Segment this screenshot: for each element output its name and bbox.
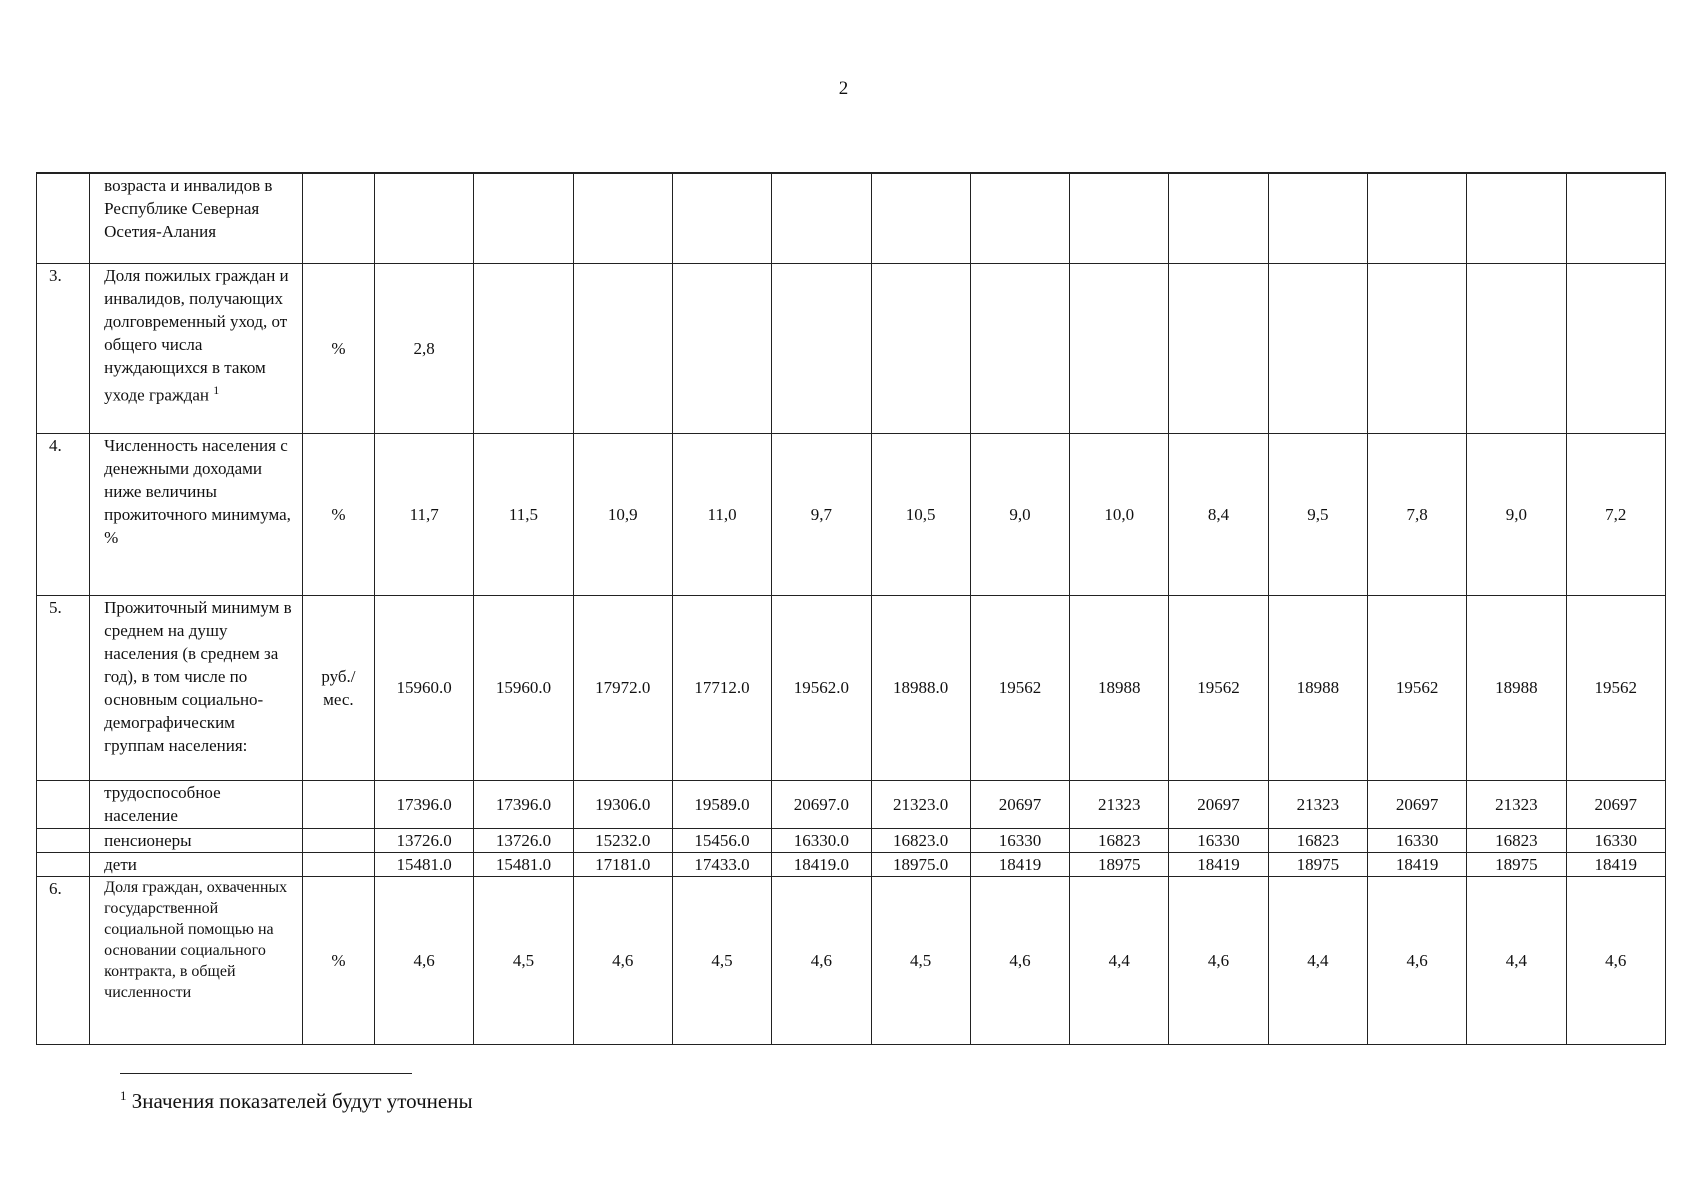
- value-cell: 4,6: [573, 876, 672, 1044]
- table-row: [37, 433, 1666, 595]
- value-cell: 7,8: [1367, 433, 1466, 595]
- unit-cell: [302, 828, 374, 852]
- value-cell: 16330: [1169, 828, 1268, 852]
- value-cell: 10,5: [871, 433, 970, 595]
- value-cell: [1566, 263, 1665, 433]
- value-cell: [1169, 173, 1268, 263]
- value-cell: 21323.0: [871, 780, 970, 828]
- value-cell: 20697: [970, 780, 1069, 828]
- value-cell: 16823.0: [871, 828, 970, 852]
- value-cell: [1070, 173, 1169, 263]
- row-number: 3.: [37, 263, 90, 433]
- value-cell: [1566, 173, 1665, 263]
- value-cell: [1367, 263, 1466, 433]
- unit-cell: [302, 852, 374, 876]
- value-cell: 18975: [1070, 852, 1169, 876]
- value-cell: 9,0: [970, 433, 1069, 595]
- page-number: 2: [838, 78, 849, 99]
- value-cell: 17972.0: [573, 595, 672, 780]
- value-cell: 18419: [1367, 852, 1466, 876]
- value-cell: [1367, 173, 1466, 263]
- unit-cell: %: [302, 263, 374, 433]
- table-row: [37, 828, 1666, 852]
- value-cell: [871, 263, 970, 433]
- value-cell: 18419.0: [772, 852, 871, 876]
- value-cell: 19562.0: [772, 595, 871, 780]
- value-cell: 9,7: [772, 433, 871, 595]
- value-cell: 4,4: [1467, 876, 1566, 1044]
- value-cell: [672, 263, 771, 433]
- footnote-ref: 1: [213, 382, 220, 397]
- indicator-name: [90, 780, 303, 828]
- value-cell: 15481.0: [474, 852, 573, 876]
- value-cell: 19306.0: [573, 780, 672, 828]
- value-cell: 16823: [1268, 828, 1367, 852]
- value-cell: 17396.0: [375, 780, 474, 828]
- value-cell: 13726.0: [375, 828, 474, 852]
- value-cell: 18419: [1169, 852, 1268, 876]
- row-number: [37, 780, 90, 828]
- value-cell: [672, 173, 771, 263]
- value-cell: 11,7: [375, 433, 474, 595]
- value-cell: 18975: [1268, 852, 1367, 876]
- indicators-table-body: [37, 173, 1666, 1044]
- footnote: [120, 1088, 473, 1114]
- value-cell: [1070, 263, 1169, 433]
- value-cell: 21323: [1467, 780, 1566, 828]
- value-cell: 18975.0: [871, 852, 970, 876]
- value-cell: 4,6: [375, 876, 474, 1044]
- value-cell: 15960.0: [474, 595, 573, 780]
- value-cell: 4,6: [1169, 876, 1268, 1044]
- indicator-name: [90, 433, 303, 595]
- value-cell: 16823: [1467, 828, 1566, 852]
- value-cell: [871, 173, 970, 263]
- value-cell: 11,5: [474, 433, 573, 595]
- value-cell: 9,0: [1467, 433, 1566, 595]
- value-cell: [573, 263, 672, 433]
- indicator-name: [90, 263, 303, 433]
- value-cell: 4,4: [1268, 876, 1367, 1044]
- table-row: [37, 780, 1666, 828]
- row-number: [37, 852, 90, 876]
- unit-cell: %: [302, 876, 374, 1044]
- value-cell: 19562: [1367, 595, 1466, 780]
- value-cell: 2,8: [375, 263, 474, 433]
- value-cell: 9,5: [1268, 433, 1367, 595]
- unit-cell: %: [302, 433, 374, 595]
- row-number: 6.: [37, 876, 90, 1044]
- value-cell: 20697: [1367, 780, 1466, 828]
- value-cell: 4,5: [474, 876, 573, 1044]
- indicator-name: [90, 852, 303, 876]
- indicator-name-text: возраста и инвалидов в Республике Северная Осетия-Алания: [104, 176, 273, 241]
- value-cell: 18988: [1070, 595, 1169, 780]
- value-cell: [1268, 173, 1367, 263]
- value-cell: 20697: [1566, 780, 1665, 828]
- value-cell: 4,5: [672, 876, 771, 1044]
- value-cell: [772, 173, 871, 263]
- value-cell: 4,6: [772, 876, 871, 1044]
- indicator-name-text: Численность населения с денежными доходами ниже величины прожиточного минимума, %: [104, 435, 291, 547]
- value-cell: 20697: [1169, 780, 1268, 828]
- value-cell: 4,6: [1367, 876, 1466, 1044]
- value-cell: 16330: [1367, 828, 1466, 852]
- indicators-table: [36, 172, 1666, 1045]
- indicator-name-text: Доля граждан, охваченных государственной социальной помощью на основании социального контракта, в общей численности: [104, 878, 288, 1001]
- row-number: 5.: [37, 595, 90, 780]
- value-cell: [772, 263, 871, 433]
- value-cell: 8,4: [1169, 433, 1268, 595]
- value-cell: [970, 263, 1069, 433]
- indicator-name-text: трудоспособное население: [104, 783, 221, 825]
- value-cell: 17712.0: [672, 595, 771, 780]
- value-cell: 16330: [970, 828, 1069, 852]
- row-number: 4.: [37, 433, 90, 595]
- value-cell: 20697.0: [772, 780, 871, 828]
- value-cell: 4,6: [1566, 876, 1665, 1044]
- value-cell: [375, 173, 474, 263]
- table-row: [37, 595, 1666, 780]
- value-cell: 4,4: [1070, 876, 1169, 1044]
- value-cell: [474, 263, 573, 433]
- value-cell: 17396.0: [474, 780, 573, 828]
- indicator-name: [90, 595, 303, 780]
- value-cell: 18988: [1268, 595, 1367, 780]
- value-cell: [970, 173, 1069, 263]
- value-cell: 18419: [970, 852, 1069, 876]
- value-cell: 13726.0: [474, 828, 573, 852]
- table-row: [37, 173, 1666, 263]
- value-cell: 15481.0: [375, 852, 474, 876]
- value-cell: 17433.0: [672, 852, 771, 876]
- indicator-name: [90, 828, 303, 852]
- value-cell: 15232.0: [573, 828, 672, 852]
- value-cell: [1467, 173, 1566, 263]
- indicator-name-text: пенсионеры: [104, 830, 192, 850]
- value-cell: 16823: [1070, 828, 1169, 852]
- row-number: [37, 828, 90, 852]
- unit-cell: [302, 173, 374, 263]
- value-cell: [1467, 263, 1566, 433]
- value-cell: [474, 173, 573, 263]
- value-cell: [573, 173, 672, 263]
- value-cell: [1169, 263, 1268, 433]
- footnote-text: Значения показателей будут уточнены: [131, 1089, 473, 1113]
- value-cell: 17181.0: [573, 852, 672, 876]
- value-cell: 18988: [1467, 595, 1566, 780]
- value-cell: 10,0: [1070, 433, 1169, 595]
- value-cell: 18975: [1467, 852, 1566, 876]
- value-cell: 19562: [970, 595, 1069, 780]
- unit-cell: руб./ мес.: [302, 595, 374, 780]
- value-cell: 11,0: [672, 433, 771, 595]
- indicator-name: [90, 876, 303, 1044]
- value-cell: 21323: [1070, 780, 1169, 828]
- value-cell: 16330.0: [772, 828, 871, 852]
- indicator-name-text: Доля пожилых граждан и инвалидов, получающих долговременный уход, от общего числа нуждающихся в таком уходе граждан: [104, 265, 289, 405]
- value-cell: 4,6: [970, 876, 1069, 1044]
- indicator-name-text: дети: [104, 854, 137, 874]
- value-cell: 18988.0: [871, 595, 970, 780]
- value-cell: 7,2: [1566, 433, 1665, 595]
- table-row: [37, 263, 1666, 433]
- table-row: [37, 852, 1666, 876]
- value-cell: 16330: [1566, 828, 1665, 852]
- value-cell: [1268, 263, 1367, 433]
- value-cell: 4,5: [871, 876, 970, 1044]
- footnote-mark: 1: [120, 1088, 127, 1103]
- indicator-name: [90, 173, 303, 263]
- table-row: [37, 876, 1666, 1044]
- value-cell: 19589.0: [672, 780, 771, 828]
- value-cell: 15960.0: [375, 595, 474, 780]
- footnote-divider: [120, 1073, 412, 1074]
- value-cell: 15456.0: [672, 828, 771, 852]
- value-cell: 19562: [1566, 595, 1665, 780]
- value-cell: 21323: [1268, 780, 1367, 828]
- unit-cell: [302, 780, 374, 828]
- value-cell: 19562: [1169, 595, 1268, 780]
- value-cell: 18419: [1566, 852, 1665, 876]
- value-cell: 10,9: [573, 433, 672, 595]
- row-number: [37, 173, 90, 263]
- indicator-name-text: Прожиточный минимум в среднем на душу населения (в среднем за год), в том числе по основным социально-демографическим группам населения:: [104, 597, 292, 755]
